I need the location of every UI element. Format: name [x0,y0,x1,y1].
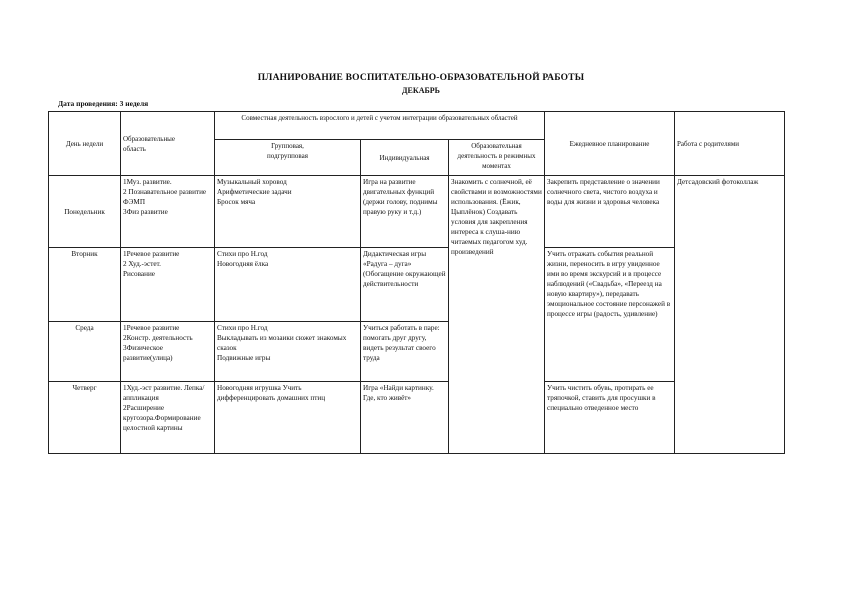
group-activity-cell: Музыкальный хоровод Арифметические задачи Бросок мяча [215,176,361,248]
page-title: ПЛАНИРОВАНИЕ ВОСПИТАТЕЛЬНО-ОБРАЗОВАТЕЛЬНОЙ РАБОТЫ [257,73,585,83]
day-cell: Среда [49,322,121,382]
planning-table [48,111,785,454]
month-subtitle: ДЕКАБРЬ [402,86,440,95]
daily-planning-cell: Закрепить представление о значении солнечного света, чистого воздуха и воды для жизни и здоровья человека [545,176,675,248]
areas-cell: 1Худ.-эст развитие. Лепка/ аппликация 2Расширение кругозора.Формирование целостной картины [121,382,215,454]
header-regime: Образовательная деятельность в режимных моментах [449,140,545,176]
individual-activity-cell: Игра на развитие двигательных функций (держи голову, поднимы правую руку и т.д.) [361,176,449,248]
header-joint: Совместная деятельность взрослого и детей с учетом интеграции образовательных областей [215,112,545,140]
day-cell: Понедельник [49,176,121,248]
header-day: День недели [49,112,121,176]
table-header-row [49,112,785,140]
parents-cell: Детсадовский фотоколлаж [675,176,785,454]
group-activity-cell: Стихи про Н.год Выкладывать из мозаики сюжет знакомых сказок Подвижные игры [215,322,361,382]
daily-planning-cell: Учить чистить обувь, протирать ее тряпочкой, ставить для просушки в специально отведенное место [545,382,675,454]
areas-cell: 1Речевое развитие 2 Худ.-эстет. Рисование [121,248,215,322]
day-cell: Четверг [49,382,121,454]
table-row [49,382,785,454]
table-row [49,248,785,322]
header-individual: Индивидуальная [361,140,449,176]
group-activity-cell: Стихи про Н.год Новогодняя ёлка [215,248,361,322]
areas-cell: 1Муз. развитие. 2 Познавательное развитие ФЭМП 3Физ развитие [121,176,215,248]
header-daily: Ежедневное планирование [545,112,675,176]
individual-activity-cell: Учиться работать в паре: помогать друг другу, видеть результат своего труда [361,322,449,382]
header-group: Групповая, подгрупповая [215,140,361,176]
areas-cell: 1Речевое развитие 2Констр. деятельность 3Физическое развитие(улица) [121,322,215,382]
header-areas: Образовательные область [121,112,215,176]
regime-activity-cell: Знакомить с солнечной, её свойствами и возможностями использования. (Ёжик, Цыплёнок) Создавать условия для закрепления интереса к слуша-нию читаемых педагогом худ. произведений [449,176,545,454]
group-activity-cell: Новогодняя игрушка Учить дифференцировать домашних птиц [215,382,361,454]
header-parents: Работа с родителями [675,112,785,176]
daily-planning-cell: Учить отражать события реальной жизни, переносить в игру увиденное ими во время экскурсий и в процессе наблюдений («Свадьба», «Переезд на новую квартиру»), передавать эмоциональное состояние персонажей в процессе игры (радость, удивление) [545,248,675,382]
individual-activity-cell: Дидактическая игры «Радуга – дуга» (Обогащение окружающей действительности [361,248,449,322]
table-row [49,176,785,248]
day-cell: Вторник [49,248,121,322]
individual-activity-cell: Игра «Найди картинку. Где, кто живёт» [361,382,449,454]
date-line: Дата проведения: 3 неделя [58,99,149,108]
